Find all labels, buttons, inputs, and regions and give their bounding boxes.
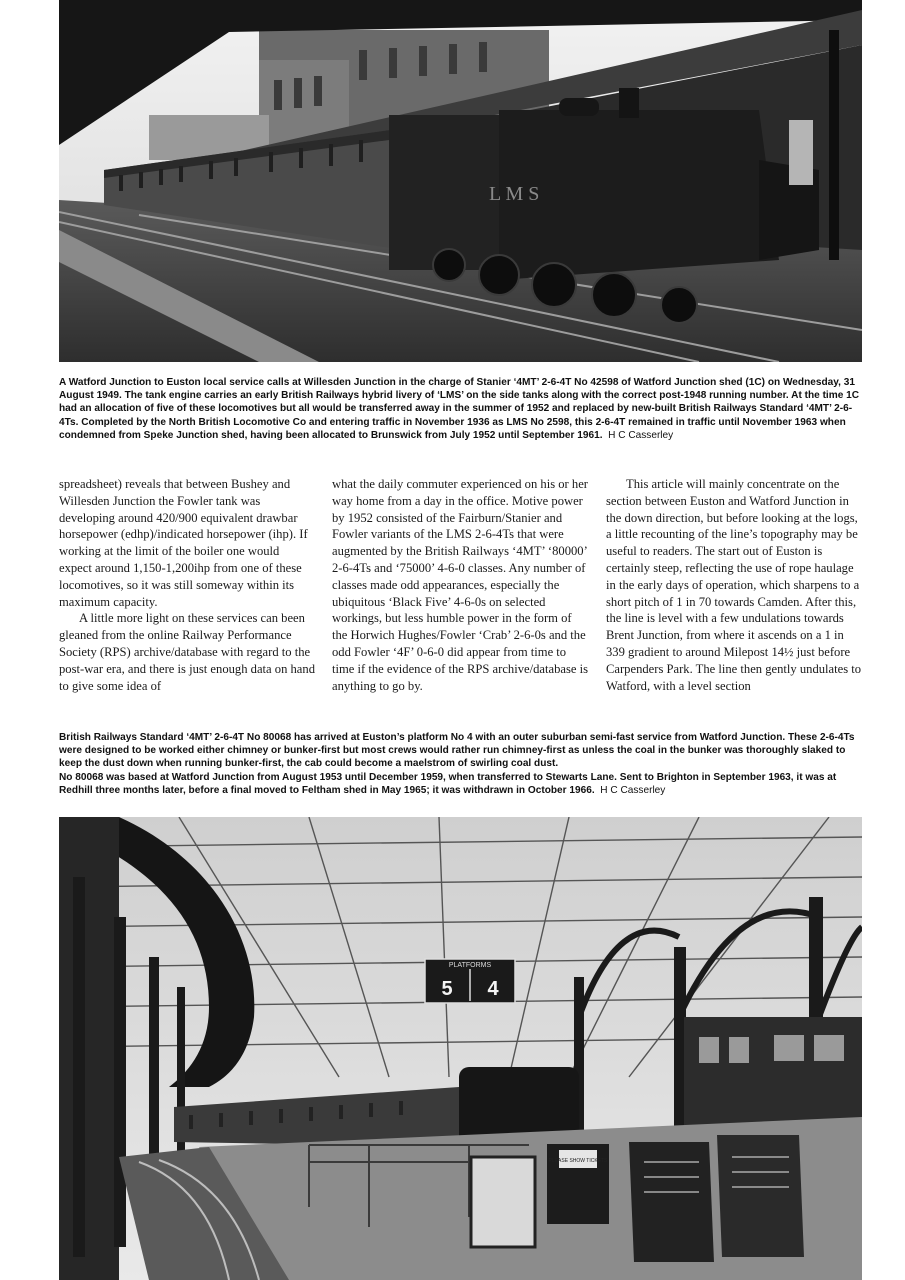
ticket-sign: PLEASE SHOW TICKETS bbox=[548, 1158, 608, 1164]
column-2-paragraph-1: what the daily commuter experienced on his or her way home from a day in the office. Motive power by 1952 consisted of the Fairburn/Stanier and Fowler variants of the LMS 2-6-4Ts that were augmented by the British Railways ‘4MT’ ‘80000’ 2-6-4Ts and ‘75000’ 4-6-0 classes. Any number of classes made odd appearances, especially the ubiquitous ‘Black Five’ 4-6-0s on selected workings, but less humble power in the form of the Horwich Hughes/Fowler ‘Crab’ 2-6-0s and the odd Fowler ‘4F’ 0-6-0 did appear from time to time if the evidence of the RPS archive/database is anything to go by. bbox=[332, 477, 588, 693]
bottom-caption-text-a: British Railways Standard ‘4MT’ 2-6-4T No 80068 has arrived at Euston’s platform No 4 with an outer suburban semi-fast service from Watford Junction. These 2-6-4Ts were designed to be worked either chimney or bunker-first but most crews would rather run chimney-first as unless the coal in the bunker was thoroughly slaked to keep the dust down when running bunker-first, the cab could become a maelstrom of swirling coal dust. bbox=[59, 732, 855, 770]
station-platform-photo-icon bbox=[59, 817, 862, 1280]
column-1-paragraph-2: A little more light on these services can been gleaned from the online Railway Performance Society (RPS) archive/database with regard to the post-war era, and there is just enough data on hand to give some idea of bbox=[59, 611, 315, 693]
top-caption-credit: H C Casserley bbox=[608, 429, 674, 441]
steam-locomotive-photo-icon bbox=[59, 0, 862, 362]
bottom-caption-credit: H C Casserley bbox=[600, 784, 666, 796]
platform-sign-heading: PLATFORMS bbox=[448, 962, 492, 969]
bottom-photo-caption bbox=[59, 731, 862, 797]
top-photo-caption bbox=[59, 376, 862, 442]
bottom-photograph bbox=[59, 817, 862, 1280]
text-column-3 bbox=[606, 476, 862, 694]
text-column-2 bbox=[332, 476, 588, 694]
column-3-paragraph-1: This article will mainly concentrate on the section between Euston and Watford Junction in the down direction, but before looking at the logs, a little recounting of the line’s topography may be useful to readers. The start out of Euston is certainly steep, reflecting the use of rope haulage in the early days of operation, which sharpens to a short pitch of 1 in 70 towards Camden. After this, the line is level with a few undulations towards Brent Junction, from where it ascends on a 1 in 339 gradient to around Milepost 14½ just before Carpenders Park. The line then gently undulates to Watford, with a level section bbox=[606, 477, 862, 693]
column-1-paragraph-1: spreadsheet) reveals that between Bushey and Willesden Junction the Fowler tank was developing around 420/900 equivalent drawbar horsepower (edhp)/indicated horsepower (ihp). If working at the limit of the boiler one would expect around 1,150-1,200ihp from one of these locomotives, so it was still someway within its maximum capacity. bbox=[59, 477, 308, 609]
top-caption-text: A Watford Junction to Euston local service calls at Willesden Junction in the charge of Stanier ‘4MT’ 2-6-4T No 42598 of Watford Junction shed (1C) on Wednesday, 31 August 1949. The tank engine carries an early British Railways hybrid livery of ‘LMS’ on the side tanks along with the correct post-1948 running number. At the time 1C had an allocation of five of these locomotives but all would be transferred away in the summer of 1952 and replaced by new-built British Railways Standard ‘4MT’ 2-6-4Ts. Completed by the North British Locomotive Co and entering traffic in November 1936 as LMS No 2598, this 2-6-4T remained in traffic until November 1963 when condemned from Speke Junction shed, having been allocated to Brunswick from July 1952 until September 1961. bbox=[59, 377, 860, 441]
platform-sign-left: 5 bbox=[441, 978, 453, 1000]
platform-sign-right: 4 bbox=[487, 978, 499, 1000]
loco-lettering: L M S bbox=[489, 183, 540, 205]
text-column-1 bbox=[59, 476, 315, 694]
top-photograph bbox=[59, 0, 862, 362]
bottom-caption-text-b: No 80068 was based at Watford Junction from August 1953 until December 1959, when transferred to Stewarts Lane. Sent to Brighton in September 1963, it was at Redhill three months later, before a final moved to Feltham shed in May 1965; it was withdrawn in October 1966. bbox=[59, 771, 837, 796]
